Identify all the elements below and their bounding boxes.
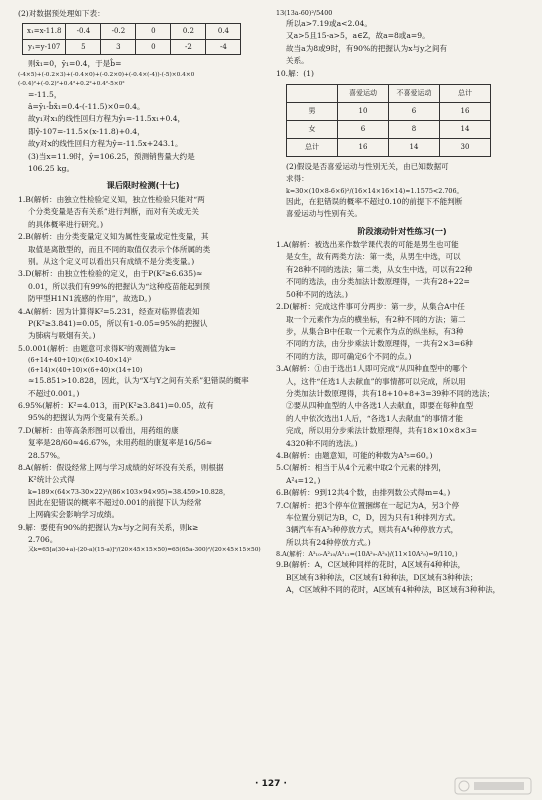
text-line: 因此在犯错误的概率不超过0.001的前提下认为经常 [28, 497, 202, 507]
text-line: 喜爱运动与性别有关。 [286, 209, 362, 219]
table-row [287, 103, 491, 121]
watermark-logo-icon [454, 776, 532, 796]
table-cell: 14 [389, 139, 440, 157]
text-line: K²统计公式得 [28, 475, 75, 485]
text-line: 95%的把握认为两个变量有关系。) [28, 413, 143, 423]
text-line: 50种不同的选法。) [286, 289, 348, 299]
text-line: 7.D(解析：由等高条形图可以看出，用药组的康 [18, 425, 179, 435]
text-line: ②要从四种血型的人中各选1人去献血，即要在每种血型 [286, 401, 474, 411]
text-line: 取值是离散型的，而且不同的取值仅表示个体所属的类 [28, 244, 211, 254]
text-line: 4.A(解析：因为计算得K²=5.231，经查对临界值表知 [18, 306, 200, 316]
text-line: 2.706。 [28, 535, 58, 545]
table-row [287, 139, 491, 157]
text-line: 106.25 kg。 [28, 164, 75, 174]
table-cell: 女 [287, 121, 338, 139]
left-column [18, 8, 268, 555]
page-number: · 127 · [255, 779, 287, 789]
text-line: 关系。 [286, 56, 309, 66]
text-line: 不同的方法，即可确定6个不同的点。) [286, 351, 412, 361]
text-line: A，C区域种不同的花时，A区域有4种种法，B区域有3种种法， [286, 585, 501, 595]
formula-line: k=30×(10×8-6×6)²/(16×14×16×14)≈1.1575<2.706。 [286, 186, 463, 195]
text-line: 4.B(解析：由题意知，可能的种数为A³₅=60。) [276, 450, 433, 460]
text-line: 的具体概率进行研究。) [28, 219, 104, 229]
text-line: ≈15.851>10.828，因此，认为“X与Y之间有关系”犯错误的概率 [28, 376, 249, 386]
text-line: 完成，所以用分步乘法计数原理得，共有18×10×8×3= [286, 426, 478, 436]
text-line: â=ȳ₁-b̂x̄₁=0.4-(-11.5)×0=0.4。 [28, 102, 145, 112]
table-cell: 3 [101, 39, 136, 54]
text-line: 防甲型H1N1流感的作用”，故选D。) [28, 294, 152, 304]
table-cell: 喜爱运动 [338, 85, 389, 103]
table-cell: 0 [136, 39, 171, 54]
table-cell: 6 [389, 103, 440, 121]
formula-numerator: (-4×5)+(-0.2×3)+(-0.4×0)+(-0.2×0)+(-0.4×(-4))-(-5)×0.4×0 [18, 71, 195, 78]
table-cell: -0.2 [101, 24, 136, 39]
text-line: 故y对x的线性回归方程为ŷ=-11.5x+243.1。 [28, 139, 183, 149]
table-cell: 10 [338, 103, 389, 121]
table-cell: x₁=x-11.8 [23, 24, 66, 39]
text-line: 即ŷ-107=-11.5×(x-11.8)+0.4， [28, 126, 145, 136]
table-cell: -0.4 [66, 24, 101, 39]
table-row [287, 121, 491, 139]
formula-numerator: (6+14+40+10)×(6×10-40×14)² [28, 356, 132, 365]
text-line: 2.B(解析：由分类变量定义知为属性变量或定性变量，其 [18, 232, 209, 242]
table-cell: 14 [440, 121, 491, 139]
text-line: 7.C(解析：把3个停车位置捆绑在一起记为A，另3个停 [276, 500, 460, 510]
text-line: 复率是28/60≈46.67%，未用药组的康复率是16/56≈ [28, 438, 213, 448]
text-line: 步，从集合B中任取一个元素作为点的纵坐标，有3种 [286, 326, 464, 336]
table-cell: y₁=y-107 [23, 39, 66, 54]
text-line: 车位置分别记为B，C，D，因为只有1种排列方式。 [286, 513, 461, 522]
table-cell: 总计 [287, 139, 338, 157]
text-line: 求得： [286, 174, 309, 184]
text-line: 6.B(解析：9到12共4个数，由排列数公式得m=4。) [276, 488, 451, 498]
text-line: 5.C(解析：相当于从4个元素中取2个元素的排列， [276, 463, 446, 473]
text-line: (2)对数据预处理如下表： [18, 9, 105, 18]
text-line: 有28种不同的选法；第二类，从女生中选，可以有22种 [286, 264, 473, 274]
text-line: 所以共有24种停放方式。) [286, 537, 371, 547]
formula-denominator: (-0.4)²+(-0.2)²+0.4²+0.2²+0.4²-5×0² [18, 80, 125, 87]
text-line: 不超过0.001。) [28, 388, 80, 398]
text-line: 上网确实会影响学习成绩。 [28, 510, 120, 520]
text-line: 故y₁对x₁的线性回归方程为ŷ₁=-11.5x₁+0.4， [28, 114, 186, 124]
text-line: 因此，在犯错误的概率不超过0.10的前提下不能判断 [286, 196, 463, 206]
text-line: 1.B(解析：由独立性检验定义知，独立性检验只能对“两 [18, 194, 205, 204]
text-line: 5.0.001(解析：由题意可求得K²的观测值为k= [18, 343, 176, 353]
text-line: 2.D(解析：完成这件事可分两步：第一步，从集合A中任 [276, 302, 465, 312]
text-line: 所以a>7.19或a<2.04。 [286, 19, 372, 28]
table-cell: 0.2 [171, 24, 206, 39]
formula-denominator: (6+14)×(40+10)×(6+40)×(14+10) [28, 366, 143, 375]
table-cell: 16 [338, 139, 389, 157]
formula-line: k=189×(64×73-30×22)²/(86×103×94×95)≈38.459>10.828， [28, 487, 230, 496]
table-cell: -2 [171, 39, 206, 54]
text-line: 6.95%(解析：K²=4.013，而P(K²≥3.841)=0.05，故有 [18, 400, 214, 410]
text-line: 9.解：要使有90%的把握认为x与y之间有关系，则k≥ [18, 522, 199, 532]
text-line: 28.57%。 [28, 450, 65, 460]
table-cell: 5 [66, 39, 101, 54]
table-cell: 16 [440, 103, 491, 121]
text-line: 别。从这个定义可以看出只有成绩不是分类变量。) [28, 256, 195, 266]
text-line: B区域有3种种法，C区域有1种种法，D区域有3种种法； [286, 572, 478, 582]
text-line: 1.A(解析：被选出来作数学课代表的可能是男生也可能 [276, 240, 459, 250]
table-row [23, 24, 241, 39]
table-cell: 总计 [440, 85, 491, 103]
table-cell: 8 [389, 121, 440, 139]
table-cell: 30 [440, 139, 491, 157]
formula-line: 又k=65[a(30+a)-(20-a)(15-a)]²/(20×45×15×50)=65(65a-300)²/(20×45×15×50) [28, 547, 261, 554]
text-line: P(K²≥3.841)=0.05，所以有1-0.05=95%的把握认 [28, 318, 208, 328]
section-heading: 阶段滚动针对性练习(一) [357, 225, 447, 236]
text-line: A²₄=12。) [286, 475, 321, 485]
text-line: 3.D(解析：由独立性检验的定义，由于P(K²≥6.635)≈ [18, 269, 203, 279]
text-line: =-11.5， [28, 89, 62, 99]
text-line: 4320种不同的选法。) [286, 438, 358, 448]
text-line: 不同的方法，由分步乘法计数原理得，一共有2×3=6种 [286, 339, 473, 349]
table-cell: 0.4 [206, 24, 241, 39]
text-line: 8.A(解析：假设经常上网与学习成绩的好坏没有关系，则根据 [18, 463, 224, 472]
text-line: 9.B(解析：A，C区域种同样的花时，A区域有4种种法， [276, 560, 466, 570]
text-line: 0.01，所以我们有99%的把握认为“这种疫苗能起到预 [28, 281, 210, 291]
text-line: 是女生，故有两类方法：第一类，从男生中选，可以 [286, 252, 461, 262]
text-line: 3辆汽车有A³₃种停放方式，则共有A⁴₄种停放方式， [286, 525, 459, 535]
text-line: 为肺病与吸烟有关。) [28, 331, 96, 341]
table-cell: 0 [136, 24, 171, 39]
text-line: 分类加法计数原理得，共有18+10+8+3=39种不同的选法； [286, 388, 495, 398]
text-line: 故当a为8或9时，有90%的把握认为x与y之间有 [286, 43, 448, 53]
formula-line: 13(13a-60)²/5400 [276, 9, 333, 17]
text-line: 则x̄₁=0，ȳ₁=0.4，于是b̂= [28, 59, 122, 69]
text-line: 10.解：(1) [276, 68, 315, 78]
right-column [276, 8, 528, 596]
text-line: 又a>5且15-a>5，a∈Z，故a=8或a=9。 [286, 31, 430, 41]
text-line: 人，这件“任选1人去献血”的事情都可以完成，所以用 [286, 376, 466, 386]
text-line: 的人中依次选出1人后，“各选1人去献血”的事情才能 [286, 413, 463, 423]
text-line: 取一个元素作为点的横坐标，有2种不同的方法；第二 [286, 314, 466, 324]
contingency-table [286, 84, 491, 157]
text-line: 不同的选法，由分类加法计数原理得，一共有28+22= [286, 277, 470, 287]
table-cell [287, 85, 338, 103]
table-cell: 男 [287, 103, 338, 121]
table-row [287, 85, 491, 103]
table-cell: 6 [338, 121, 389, 139]
section-heading: 课后限时检测(十七) [106, 180, 180, 191]
text-line: (2)假设是否喜爱运动与性别无关，由已知数据可 [286, 162, 449, 172]
table-cell: 不喜爱运动 [389, 85, 440, 103]
text-line: 个分类变量是否有关系”进行判断，而对有关或无关 [28, 207, 199, 217]
text-line: 3.A(解析：①由于选出1人即可完成“从四种血型中的哪个 [276, 364, 468, 374]
table-row [23, 39, 241, 54]
table-cell: -4 [206, 39, 241, 54]
text-line: (3)当x=11.9时，ŷ=106.25，预测销售量大约是 [28, 151, 195, 161]
data-table [22, 23, 241, 55]
formula-line: 8.A(解析：A³₁₀-A²₁₀/A³₁₁=(10A²₉-A²₉)/(11×10A²₉)=9/110。) [276, 550, 458, 559]
